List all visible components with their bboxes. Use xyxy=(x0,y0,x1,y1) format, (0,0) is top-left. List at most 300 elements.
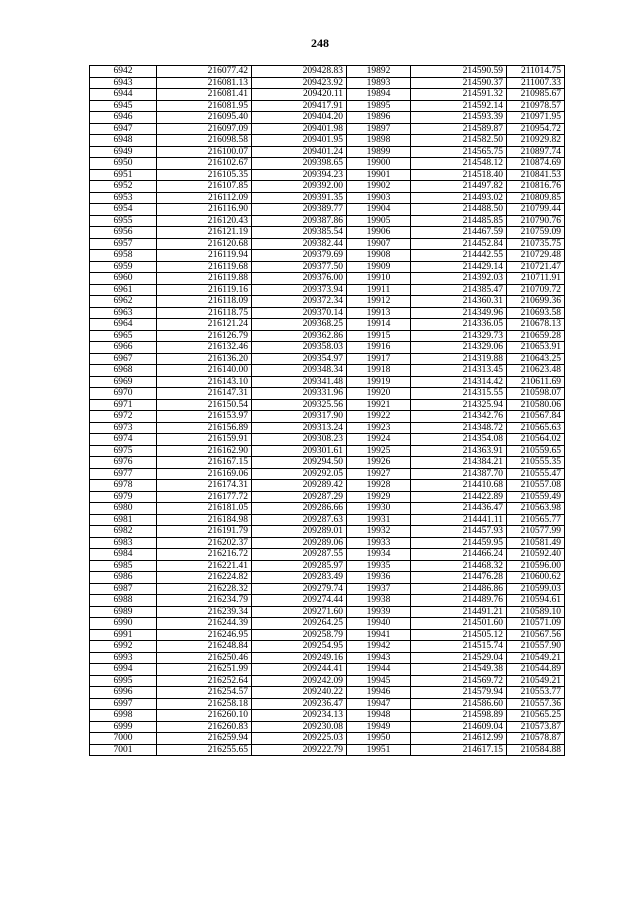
x-coordinate-cell: 214609.04 xyxy=(411,721,507,733)
y-coordinate-cell: 209370.14 xyxy=(252,307,347,319)
x-coordinate-cell: 216156.89 xyxy=(157,422,252,434)
point-id-cell: 6973 xyxy=(90,422,157,434)
table-row xyxy=(90,675,565,687)
table-row xyxy=(90,698,565,710)
point-id-cell: 7001 xyxy=(90,744,157,756)
table-row xyxy=(90,112,565,124)
point-id-cell: 6972 xyxy=(90,411,157,423)
point-id-cell: 6944 xyxy=(90,89,157,101)
y-coordinate-cell: 209417.91 xyxy=(252,100,347,112)
y-coordinate-cell: 209285.97 xyxy=(252,560,347,572)
x-coordinate-cell: 216118.75 xyxy=(157,307,252,319)
point-id-cell: 6998 xyxy=(90,710,157,722)
point-id-cell: 19902 xyxy=(347,181,411,193)
point-id-cell: 19897 xyxy=(347,123,411,135)
x-coordinate-cell: 214436.47 xyxy=(411,503,507,515)
y-coordinate-cell: 211014.75 xyxy=(507,66,565,78)
table-row xyxy=(90,664,565,676)
point-id-cell: 6983 xyxy=(90,537,157,549)
table-row xyxy=(90,572,565,584)
y-coordinate-cell: 209249.16 xyxy=(252,652,347,664)
point-id-cell: 6958 xyxy=(90,250,157,262)
y-coordinate-cell: 209225.03 xyxy=(252,733,347,745)
point-id-cell: 19903 xyxy=(347,192,411,204)
point-id-cell: 19924 xyxy=(347,434,411,446)
point-id-cell: 6952 xyxy=(90,181,157,193)
table-row xyxy=(90,181,565,193)
x-coordinate-cell: 214468.32 xyxy=(411,560,507,572)
x-coordinate-cell: 216153.97 xyxy=(157,411,252,423)
point-id-cell: 19907 xyxy=(347,238,411,250)
x-coordinate-cell: 214612.99 xyxy=(411,733,507,745)
y-coordinate-cell: 210897.74 xyxy=(507,146,565,158)
point-id-cell: 6955 xyxy=(90,215,157,227)
y-coordinate-cell: 209236.47 xyxy=(252,698,347,710)
table-row xyxy=(90,710,565,722)
table-row xyxy=(90,687,565,699)
point-id-cell: 6988 xyxy=(90,595,157,607)
x-coordinate-cell: 216248.84 xyxy=(157,641,252,653)
table-row xyxy=(90,227,565,239)
point-id-cell: 19917 xyxy=(347,353,411,365)
y-coordinate-cell: 210874.69 xyxy=(507,158,565,170)
table-row xyxy=(90,284,565,296)
x-coordinate-cell: 214501.60 xyxy=(411,618,507,630)
y-coordinate-cell: 211007.33 xyxy=(507,77,565,89)
point-id-cell: 19896 xyxy=(347,112,411,124)
x-coordinate-cell: 216239.34 xyxy=(157,606,252,618)
y-coordinate-cell: 210563.98 xyxy=(507,503,565,515)
x-coordinate-cell: 216191.79 xyxy=(157,526,252,538)
y-coordinate-cell: 210653.91 xyxy=(507,342,565,354)
point-id-cell: 19904 xyxy=(347,204,411,216)
y-coordinate-cell: 209289.42 xyxy=(252,480,347,492)
table-row xyxy=(90,296,565,308)
x-coordinate-cell: 216252.64 xyxy=(157,675,252,687)
point-id-cell: 19950 xyxy=(347,733,411,745)
x-coordinate-cell: 216159.91 xyxy=(157,434,252,446)
point-id-cell: 19942 xyxy=(347,641,411,653)
table-row xyxy=(90,480,565,492)
y-coordinate-cell: 210564.02 xyxy=(507,434,565,446)
point-id-cell: 19905 xyxy=(347,215,411,227)
y-coordinate-cell: 209391.35 xyxy=(252,192,347,204)
point-id-cell: 6968 xyxy=(90,365,157,377)
x-coordinate-cell: 214392.03 xyxy=(411,273,507,285)
point-id-cell: 19931 xyxy=(347,514,411,526)
y-coordinate-cell: 209348.34 xyxy=(252,365,347,377)
point-id-cell: 6946 xyxy=(90,112,157,124)
table-row xyxy=(90,158,565,170)
x-coordinate-cell: 216107.85 xyxy=(157,181,252,193)
table-row xyxy=(90,330,565,342)
y-coordinate-cell: 210580.06 xyxy=(507,399,565,411)
table-row xyxy=(90,468,565,480)
x-coordinate-cell: 216119.88 xyxy=(157,273,252,285)
x-coordinate-cell: 216077.42 xyxy=(157,66,252,78)
x-coordinate-cell: 216177.72 xyxy=(157,491,252,503)
x-coordinate-cell: 214589.87 xyxy=(411,123,507,135)
x-coordinate-cell: 216118.09 xyxy=(157,296,252,308)
x-coordinate-cell: 216174.31 xyxy=(157,480,252,492)
coordinates-table-body xyxy=(90,66,565,756)
table-row xyxy=(90,721,565,733)
table-row xyxy=(90,77,565,89)
table-row xyxy=(90,399,565,411)
x-coordinate-cell: 216260.83 xyxy=(157,721,252,733)
y-coordinate-cell: 209372.34 xyxy=(252,296,347,308)
x-coordinate-cell: 216181.05 xyxy=(157,503,252,515)
y-coordinate-cell: 209404.20 xyxy=(252,112,347,124)
point-id-cell: 19914 xyxy=(347,319,411,331)
x-coordinate-cell: 214466.24 xyxy=(411,549,507,561)
point-id-cell: 6953 xyxy=(90,192,157,204)
point-id-cell: 19913 xyxy=(347,307,411,319)
x-coordinate-cell: 214452.84 xyxy=(411,238,507,250)
point-id-cell: 19910 xyxy=(347,273,411,285)
x-coordinate-cell: 214617.15 xyxy=(411,744,507,756)
point-id-cell: 19918 xyxy=(347,365,411,377)
y-coordinate-cell: 210841.53 xyxy=(507,169,565,181)
point-id-cell: 6978 xyxy=(90,480,157,492)
table-row xyxy=(90,549,565,561)
x-coordinate-cell: 214385.47 xyxy=(411,284,507,296)
y-coordinate-cell: 210578.87 xyxy=(507,733,565,745)
point-id-cell: 6971 xyxy=(90,399,157,411)
y-coordinate-cell: 209240.22 xyxy=(252,687,347,699)
y-coordinate-cell: 210611.69 xyxy=(507,376,565,388)
point-id-cell: 6962 xyxy=(90,296,157,308)
point-id-cell: 6986 xyxy=(90,572,157,584)
y-coordinate-cell: 210643.25 xyxy=(507,353,565,365)
x-coordinate-cell: 216126.79 xyxy=(157,330,252,342)
y-coordinate-cell: 210735.75 xyxy=(507,238,565,250)
y-coordinate-cell: 209234.13 xyxy=(252,710,347,722)
point-id-cell: 6965 xyxy=(90,330,157,342)
x-coordinate-cell: 216259.94 xyxy=(157,733,252,745)
x-coordinate-cell: 216258.18 xyxy=(157,698,252,710)
point-id-cell: 6997 xyxy=(90,698,157,710)
y-coordinate-cell: 209244.41 xyxy=(252,664,347,676)
point-id-cell: 19909 xyxy=(347,261,411,273)
table-row xyxy=(90,89,565,101)
point-id-cell: 6951 xyxy=(90,169,157,181)
y-coordinate-cell: 209376.00 xyxy=(252,273,347,285)
x-coordinate-cell: 216119.16 xyxy=(157,284,252,296)
y-coordinate-cell: 209401.98 xyxy=(252,123,347,135)
x-coordinate-cell: 214459.95 xyxy=(411,537,507,549)
y-coordinate-cell: 210985.67 xyxy=(507,89,565,101)
y-coordinate-cell: 210565.25 xyxy=(507,710,565,722)
table-row xyxy=(90,514,565,526)
point-id-cell: 19951 xyxy=(347,744,411,756)
x-coordinate-cell: 216081.13 xyxy=(157,77,252,89)
y-coordinate-cell: 210567.84 xyxy=(507,411,565,423)
x-coordinate-cell: 216234.79 xyxy=(157,595,252,607)
x-coordinate-cell: 214467.59 xyxy=(411,227,507,239)
table-row xyxy=(90,583,565,595)
y-coordinate-cell: 210799.44 xyxy=(507,204,565,216)
x-coordinate-cell: 214422.89 xyxy=(411,491,507,503)
point-id-cell: 19894 xyxy=(347,89,411,101)
x-coordinate-cell: 214314.42 xyxy=(411,376,507,388)
x-coordinate-cell: 214515.74 xyxy=(411,641,507,653)
x-coordinate-cell: 214489.76 xyxy=(411,595,507,607)
x-coordinate-cell: 214329.73 xyxy=(411,330,507,342)
point-id-cell: 6991 xyxy=(90,629,157,641)
table-row xyxy=(90,457,565,469)
x-coordinate-cell: 216202.37 xyxy=(157,537,252,549)
point-id-cell: 6984 xyxy=(90,549,157,561)
y-coordinate-cell: 209292.05 xyxy=(252,468,347,480)
point-id-cell: 19895 xyxy=(347,100,411,112)
table-row xyxy=(90,307,565,319)
y-coordinate-cell: 209379.69 xyxy=(252,250,347,262)
x-coordinate-cell: 216169.06 xyxy=(157,468,252,480)
y-coordinate-cell: 210555.47 xyxy=(507,468,565,480)
point-id-cell: 6964 xyxy=(90,319,157,331)
x-coordinate-cell: 216246.95 xyxy=(157,629,252,641)
y-coordinate-cell: 209289.06 xyxy=(252,537,347,549)
x-coordinate-cell: 214582.50 xyxy=(411,135,507,147)
point-id-cell: 19943 xyxy=(347,652,411,664)
y-coordinate-cell: 209294.50 xyxy=(252,457,347,469)
y-coordinate-cell: 209286.66 xyxy=(252,503,347,515)
x-coordinate-cell: 214476.28 xyxy=(411,572,507,584)
y-coordinate-cell: 209354.97 xyxy=(252,353,347,365)
y-coordinate-cell: 209254.95 xyxy=(252,641,347,653)
y-coordinate-cell: 210553.77 xyxy=(507,687,565,699)
point-id-cell: 19927 xyxy=(347,468,411,480)
x-coordinate-cell: 216224.82 xyxy=(157,572,252,584)
y-coordinate-cell: 210790.76 xyxy=(507,215,565,227)
y-coordinate-cell: 209385.54 xyxy=(252,227,347,239)
y-coordinate-cell: 210596.00 xyxy=(507,560,565,572)
point-id-cell: 6980 xyxy=(90,503,157,515)
table-row xyxy=(90,135,565,147)
table-row xyxy=(90,342,565,354)
point-id-cell: 19906 xyxy=(347,227,411,239)
point-id-cell: 6989 xyxy=(90,606,157,618)
x-coordinate-cell: 216097.09 xyxy=(157,123,252,135)
table-row xyxy=(90,434,565,446)
x-coordinate-cell: 214329.06 xyxy=(411,342,507,354)
y-coordinate-cell: 209317.90 xyxy=(252,411,347,423)
x-coordinate-cell: 214505.12 xyxy=(411,629,507,641)
x-coordinate-cell: 216184.98 xyxy=(157,514,252,526)
point-id-cell: 19892 xyxy=(347,66,411,78)
x-coordinate-cell: 214598.89 xyxy=(411,710,507,722)
point-id-cell: 19936 xyxy=(347,572,411,584)
point-id-cell: 19919 xyxy=(347,376,411,388)
x-coordinate-cell: 216121.19 xyxy=(157,227,252,239)
x-coordinate-cell: 214360.31 xyxy=(411,296,507,308)
x-coordinate-cell: 216244.39 xyxy=(157,618,252,630)
table-row xyxy=(90,273,565,285)
y-coordinate-cell: 210565.63 xyxy=(507,422,565,434)
x-coordinate-cell: 216112.09 xyxy=(157,192,252,204)
x-coordinate-cell: 216120.68 xyxy=(157,238,252,250)
y-coordinate-cell: 210555.35 xyxy=(507,457,565,469)
point-id-cell: 6942 xyxy=(90,66,157,78)
table-row xyxy=(90,618,565,630)
point-id-cell: 6963 xyxy=(90,307,157,319)
x-coordinate-cell: 214518.40 xyxy=(411,169,507,181)
table-row xyxy=(90,365,565,377)
y-coordinate-cell: 210544.89 xyxy=(507,664,565,676)
x-coordinate-cell: 216098.58 xyxy=(157,135,252,147)
point-id-cell: 19911 xyxy=(347,284,411,296)
y-coordinate-cell: 209373.94 xyxy=(252,284,347,296)
y-coordinate-cell: 210584.88 xyxy=(507,744,565,756)
y-coordinate-cell: 210971.95 xyxy=(507,112,565,124)
x-coordinate-cell: 214319.88 xyxy=(411,353,507,365)
point-id-cell: 19948 xyxy=(347,710,411,722)
point-id-cell: 6981 xyxy=(90,514,157,526)
y-coordinate-cell: 210565.77 xyxy=(507,514,565,526)
x-coordinate-cell: 214591.32 xyxy=(411,89,507,101)
point-id-cell: 19930 xyxy=(347,503,411,515)
point-id-cell: 19908 xyxy=(347,250,411,262)
y-coordinate-cell: 209258.79 xyxy=(252,629,347,641)
y-coordinate-cell: 210598.07 xyxy=(507,388,565,400)
x-coordinate-cell: 216116.90 xyxy=(157,204,252,216)
point-id-cell: 19939 xyxy=(347,606,411,618)
y-coordinate-cell: 209271.60 xyxy=(252,606,347,618)
y-coordinate-cell: 209283.49 xyxy=(252,572,347,584)
x-coordinate-cell: 214348.72 xyxy=(411,422,507,434)
point-id-cell: 19893 xyxy=(347,77,411,89)
y-coordinate-cell: 210581.49 xyxy=(507,537,565,549)
point-id-cell: 19946 xyxy=(347,687,411,699)
point-id-cell: 19935 xyxy=(347,560,411,572)
table-row xyxy=(90,353,565,365)
point-id-cell: 6993 xyxy=(90,652,157,664)
x-coordinate-cell: 214441.11 xyxy=(411,514,507,526)
y-coordinate-cell: 209279.74 xyxy=(252,583,347,595)
y-coordinate-cell: 210592.40 xyxy=(507,549,565,561)
y-coordinate-cell: 210571.09 xyxy=(507,618,565,630)
y-coordinate-cell: 210557.90 xyxy=(507,641,565,653)
y-coordinate-cell: 209289.01 xyxy=(252,526,347,538)
x-coordinate-cell: 214488.50 xyxy=(411,204,507,216)
coordinates-table xyxy=(89,65,565,756)
point-id-cell: 6947 xyxy=(90,123,157,135)
point-id-cell: 19921 xyxy=(347,399,411,411)
y-coordinate-cell: 210577.99 xyxy=(507,526,565,538)
y-coordinate-cell: 210599.03 xyxy=(507,583,565,595)
point-id-cell: 6990 xyxy=(90,618,157,630)
point-id-cell: 6995 xyxy=(90,675,157,687)
x-coordinate-cell: 216132.46 xyxy=(157,342,252,354)
x-coordinate-cell: 216228.32 xyxy=(157,583,252,595)
table-row xyxy=(90,238,565,250)
x-coordinate-cell: 214497.82 xyxy=(411,181,507,193)
table-row xyxy=(90,123,565,135)
y-coordinate-cell: 210557.36 xyxy=(507,698,565,710)
y-coordinate-cell: 210549.21 xyxy=(507,675,565,687)
x-coordinate-cell: 214548.12 xyxy=(411,158,507,170)
table-row xyxy=(90,526,565,538)
x-coordinate-cell: 216260.10 xyxy=(157,710,252,722)
point-id-cell: 6967 xyxy=(90,353,157,365)
y-coordinate-cell: 210954.72 xyxy=(507,123,565,135)
y-coordinate-cell: 209423.92 xyxy=(252,77,347,89)
y-coordinate-cell: 210816.76 xyxy=(507,181,565,193)
x-coordinate-cell: 214363.91 xyxy=(411,445,507,457)
point-id-cell: 6977 xyxy=(90,468,157,480)
table-row xyxy=(90,422,565,434)
x-coordinate-cell: 214442.55 xyxy=(411,250,507,262)
y-coordinate-cell: 209325.56 xyxy=(252,399,347,411)
y-coordinate-cell: 210729.48 xyxy=(507,250,565,262)
y-coordinate-cell: 209313.24 xyxy=(252,422,347,434)
point-id-cell: 19933 xyxy=(347,537,411,549)
table-row xyxy=(90,560,565,572)
x-coordinate-cell: 216105.35 xyxy=(157,169,252,181)
x-coordinate-cell: 214579.94 xyxy=(411,687,507,699)
x-coordinate-cell: 216100.07 xyxy=(157,146,252,158)
point-id-cell: 6994 xyxy=(90,664,157,676)
y-coordinate-cell: 210549.21 xyxy=(507,652,565,664)
table-row xyxy=(90,606,565,618)
point-id-cell: 6979 xyxy=(90,491,157,503)
table-row xyxy=(90,537,565,549)
y-coordinate-cell: 209428.83 xyxy=(252,66,347,78)
table-row xyxy=(90,388,565,400)
point-id-cell: 6943 xyxy=(90,77,157,89)
x-coordinate-cell: 214590.59 xyxy=(411,66,507,78)
table-row xyxy=(90,250,565,262)
y-coordinate-cell: 209389.77 xyxy=(252,204,347,216)
y-coordinate-cell: 209287.29 xyxy=(252,491,347,503)
point-id-cell: 6969 xyxy=(90,376,157,388)
table-row xyxy=(90,652,565,664)
point-id-cell: 6976 xyxy=(90,457,157,469)
table-row xyxy=(90,261,565,273)
page-number: 248 xyxy=(311,36,329,50)
y-coordinate-cell: 210600.62 xyxy=(507,572,565,584)
point-id-cell: 6987 xyxy=(90,583,157,595)
x-coordinate-cell: 214354.08 xyxy=(411,434,507,446)
x-coordinate-cell: 214336.05 xyxy=(411,319,507,331)
y-coordinate-cell: 210589.10 xyxy=(507,606,565,618)
table-row xyxy=(90,66,565,78)
x-coordinate-cell: 216081.41 xyxy=(157,89,252,101)
x-coordinate-cell: 214491.21 xyxy=(411,606,507,618)
y-coordinate-cell: 209394.23 xyxy=(252,169,347,181)
point-id-cell: 6954 xyxy=(90,204,157,216)
x-coordinate-cell: 216250.46 xyxy=(157,652,252,664)
y-coordinate-cell: 210678.13 xyxy=(507,319,565,331)
y-coordinate-cell: 209222.79 xyxy=(252,744,347,756)
point-id-cell: 19940 xyxy=(347,618,411,630)
table-row xyxy=(90,445,565,457)
point-id-cell: 19928 xyxy=(347,480,411,492)
y-coordinate-cell: 209392.00 xyxy=(252,181,347,193)
point-id-cell: 6961 xyxy=(90,284,157,296)
y-coordinate-cell: 209331.96 xyxy=(252,388,347,400)
point-id-cell: 19932 xyxy=(347,526,411,538)
y-coordinate-cell: 209264.25 xyxy=(252,618,347,630)
point-id-cell: 6996 xyxy=(90,687,157,699)
y-coordinate-cell: 210567.56 xyxy=(507,629,565,641)
point-id-cell: 19915 xyxy=(347,330,411,342)
x-coordinate-cell: 214457.93 xyxy=(411,526,507,538)
y-coordinate-cell: 209301.61 xyxy=(252,445,347,457)
x-coordinate-cell: 214592.14 xyxy=(411,100,507,112)
y-coordinate-cell: 209230.08 xyxy=(252,721,347,733)
